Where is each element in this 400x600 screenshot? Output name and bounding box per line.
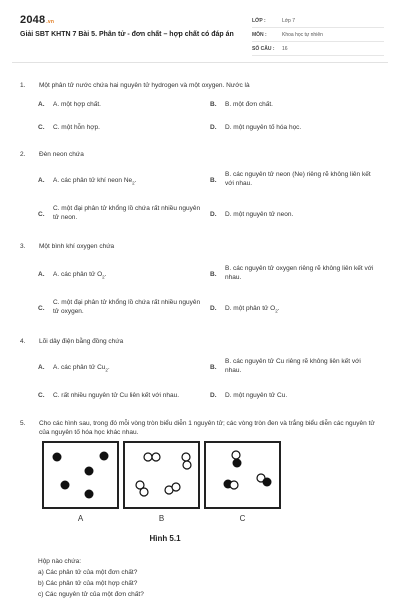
option-text-tail: . xyxy=(134,177,137,184)
option-letter: A. xyxy=(38,177,45,184)
q5-part-c: c) Các nguyên tử của một đơn chất? xyxy=(38,591,144,598)
option-text xyxy=(53,270,203,281)
figure-label-a: A xyxy=(77,514,84,523)
question-stem: Lõi dây điện bằng đồng chứa xyxy=(39,338,124,345)
meta-row-grade xyxy=(252,14,384,28)
site-logo[interactable] xyxy=(20,14,54,26)
subscript: 2 xyxy=(105,367,108,373)
question-number: 3. xyxy=(20,243,26,250)
black-atom xyxy=(53,453,62,462)
option-letter: C. xyxy=(38,305,45,312)
option-text: A. một hợp chất. xyxy=(53,101,101,108)
white-atom xyxy=(144,453,152,461)
question-number: 5. xyxy=(20,420,26,427)
logo-suffix: .vn xyxy=(46,19,55,25)
q5-intro: Hộp nào chứa: xyxy=(38,558,82,565)
option-letter: A. xyxy=(38,364,45,371)
figure-box-a xyxy=(42,441,119,509)
option-letter: D. xyxy=(210,392,217,399)
question-number: 1. xyxy=(20,82,26,89)
option-letter: A. xyxy=(38,101,45,108)
option-letter: A. xyxy=(38,271,45,278)
q5-part-a: a) Các phân tử của một đơn chất? xyxy=(38,569,138,576)
option-letter: D. xyxy=(210,305,217,312)
black-atom xyxy=(100,452,109,461)
atoms-box-c xyxy=(206,443,279,507)
black-atom xyxy=(233,459,242,468)
option-letter: C. xyxy=(38,392,45,399)
option-text: B. một đơn chất. xyxy=(225,101,273,108)
figure-box-c xyxy=(204,441,281,509)
option-text: C. một đại phân tử khổng lồ chứa rất nhiều nguyên tử neon. xyxy=(53,205,201,221)
option-text-main: A. các phân tử O xyxy=(53,271,103,278)
meta-value: Lớp 7 xyxy=(282,17,296,24)
document-header xyxy=(12,10,388,63)
white-atom xyxy=(172,483,180,491)
document-title: Giải SBT KHTN 7 Bài 5. Phân tử - đơn chất – hợp chất có đáp án xyxy=(20,31,234,38)
white-atom xyxy=(140,488,148,496)
black-atom xyxy=(85,490,94,499)
black-atom xyxy=(85,467,94,476)
question-number: 4. xyxy=(20,338,26,345)
option-text-main: A. các phân tử Cu xyxy=(53,364,106,371)
meta-value: 16 xyxy=(282,45,288,52)
option-letter: B. xyxy=(210,271,217,278)
option-text: D. một nguyên tố hóa học. xyxy=(225,124,302,131)
option-text-tail: . xyxy=(104,271,107,278)
meta-key: LỚP : xyxy=(252,17,266,24)
figure-box-b xyxy=(123,441,200,509)
option-text xyxy=(53,363,203,374)
option-text-main: A. các phân tử khí neon Ne xyxy=(53,177,133,184)
option-letter: C. xyxy=(38,211,45,218)
meta-value: Khoa học tự nhiên xyxy=(282,31,323,38)
meta-row-count xyxy=(252,42,384,56)
option-letter: B. xyxy=(210,101,217,108)
question-stem: Cho các hình sau, trong đó mỗi vòng tròn biểu diễn 1 nguyên tử; các vòng tròn đen và trắng biểu diễn các nguyên tử của nguyên tố hóa học khác nhau. xyxy=(39,420,375,436)
option-letter: B. xyxy=(210,177,217,184)
option-text-tail: . xyxy=(107,364,110,371)
subscript: 2 xyxy=(102,274,105,280)
atoms-box-a xyxy=(44,443,117,507)
atoms-box-b xyxy=(125,443,198,507)
black-atom xyxy=(61,481,70,490)
white-atom xyxy=(183,461,191,469)
option-letter: C. xyxy=(38,124,45,131)
option-text: C. một hỗn hợp. xyxy=(53,124,100,131)
meta-key: MÔN : xyxy=(252,31,267,38)
white-atom xyxy=(182,453,190,461)
subscript: 2 xyxy=(275,308,278,314)
option-text: B. các nguyên tử Cu riêng rẽ không liên kết với nhau. xyxy=(225,358,361,374)
white-atom xyxy=(232,451,240,459)
option-text-tail: . xyxy=(277,305,280,312)
option-letter: B. xyxy=(210,364,217,371)
q5-part-b: b) Các phân tử của một hợp chất? xyxy=(38,580,138,587)
option-text-main: D. một phân tử O xyxy=(225,305,276,312)
meta-row-subject xyxy=(252,28,384,42)
meta-table xyxy=(252,14,384,56)
white-atom xyxy=(230,481,238,489)
figure-label-c: C xyxy=(239,514,246,523)
option-text: D. một nguyên tử neon. xyxy=(225,211,294,218)
meta-key: SỐ CÂU : xyxy=(252,45,275,52)
figure-caption: Hình 5.1 xyxy=(149,534,181,543)
option-text: C. rất nhiều nguyên tử Cu liên kết với nhau. xyxy=(53,392,180,399)
option-text xyxy=(53,176,203,187)
option-text: B. các nguyên tử neon (Ne) riêng rẽ không liên kết với nhau. xyxy=(225,171,371,187)
figure-label-b: B xyxy=(158,514,165,523)
subscript: 2 xyxy=(132,180,135,186)
logo-text: 2048 xyxy=(20,14,46,26)
option-text: C. một đại phân tử khổng lồ chứa rất nhiều nguyên tử oxygen. xyxy=(53,299,201,315)
option-text xyxy=(225,304,375,315)
question-stem: Một bình khí oxygen chứa xyxy=(39,243,115,250)
option-letter: D. xyxy=(210,124,217,131)
black-atom xyxy=(263,478,272,487)
question-number: 2. xyxy=(20,151,26,158)
option-text: D. một nguyên tử Cu. xyxy=(225,392,288,399)
question-stem: Một phân tử nước chứa hai nguyên tử hydrogen và một oxygen. Nước là xyxy=(39,82,250,89)
option-letter: D. xyxy=(210,211,217,218)
question-stem: Đèn neon chứa xyxy=(39,151,84,158)
white-atom xyxy=(152,453,160,461)
option-text: B. các nguyên tử oxygen riêng rẽ không liên kết với nhau. xyxy=(225,265,374,281)
